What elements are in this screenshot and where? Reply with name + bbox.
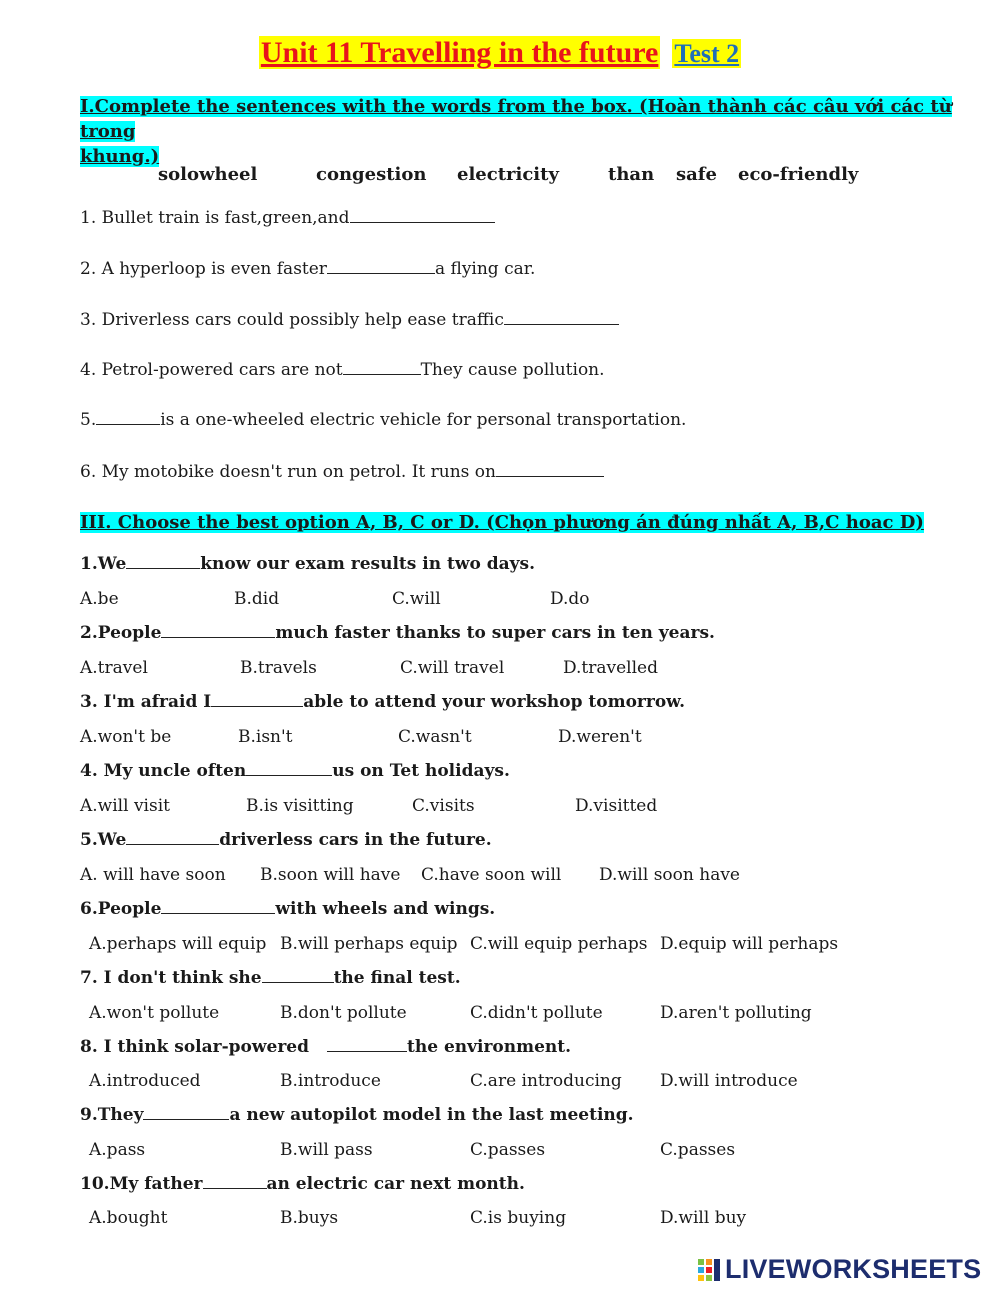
option-d[interactable]: D.will introduce [660, 1071, 798, 1091]
option-c[interactable]: C.will [392, 589, 441, 609]
sentence-text: is a one-wheeled electric vehicle for personal transportation. [160, 410, 687, 430]
option-a[interactable]: A.introduced [89, 1071, 201, 1091]
question [80, 554, 535, 574]
question [80, 692, 685, 712]
question-text: an electric car next month. [266, 1174, 525, 1194]
answer-blank[interactable] [327, 1037, 407, 1052]
question-text: the final test. [333, 968, 461, 988]
answer-blank[interactable] [327, 259, 435, 274]
liveworksheets-icon [697, 1258, 721, 1282]
fill-sentence [80, 410, 686, 430]
question [80, 1105, 634, 1125]
question-text: 9.They [80, 1105, 144, 1125]
question [80, 899, 495, 919]
answer-blank[interactable] [246, 761, 332, 776]
answer-blank[interactable] [126, 554, 200, 569]
option-b[interactable]: B.will perhaps equip [280, 934, 458, 954]
option-c[interactable]: C.visits [412, 796, 475, 816]
option-a[interactable]: A.pass [89, 1140, 146, 1160]
word-box-item: eco-friendly [738, 164, 859, 185]
answer-blank[interactable] [96, 410, 160, 425]
fill-sentence [80, 360, 605, 380]
question-text: 3. I'm afraid I [80, 692, 212, 712]
option-c[interactable]: C.have soon will [421, 865, 562, 885]
option-a[interactable]: A.will visit [80, 796, 170, 816]
question-text: 6.People [80, 899, 162, 919]
answer-blank[interactable] [161, 899, 275, 914]
option-c[interactable]: C.are introducing [470, 1071, 622, 1091]
question-text: a new autopilot model in the last meeting. [229, 1105, 634, 1125]
page-title [0, 36, 1000, 70]
fill-sentence [80, 259, 535, 279]
option-d[interactable]: C.passes [660, 1140, 736, 1160]
option-b[interactable]: B.soon will have [260, 865, 401, 885]
test-label: Test 2 [674, 39, 740, 68]
question-text: the environment. [407, 1037, 572, 1057]
option-d[interactable]: D.weren't [558, 727, 642, 747]
option-b[interactable]: B.isn't [238, 727, 293, 747]
option-b[interactable]: B.will pass [280, 1140, 373, 1160]
option-c[interactable]: C.wasn't [398, 727, 472, 747]
option-c[interactable]: C.will travel [400, 658, 505, 678]
answer-blank[interactable] [262, 968, 334, 983]
liveworksheets-logo [697, 1254, 997, 1286]
word-box-item: solowheel [158, 164, 258, 185]
option-a[interactable]: A.won't be [80, 727, 172, 747]
question-text: driverless cars in the future. [219, 830, 492, 850]
question-text: know our exam results in two days. [200, 554, 536, 574]
question-text: 1.We [80, 554, 127, 574]
option-d[interactable]: D.travelled [563, 658, 659, 678]
fill-sentence [80, 310, 619, 330]
option-d[interactable]: D.aren't polluting [660, 1003, 812, 1023]
option-d[interactable]: D.will soon have [599, 865, 740, 885]
question-text: us on Tet holidays. [332, 761, 510, 781]
answer-blank[interactable] [126, 830, 219, 845]
question-text: 7. I don't think she [80, 968, 262, 988]
word-box-item: congestion [316, 164, 427, 185]
answer-blank[interactable] [504, 310, 619, 325]
question [80, 968, 461, 988]
answer-blank[interactable] [143, 1105, 229, 1120]
section1-heading [80, 94, 1000, 169]
option-d[interactable]: D.will buy [660, 1208, 747, 1228]
option-b[interactable]: B.introduce [280, 1071, 381, 1091]
option-a[interactable]: A. will have soon [80, 865, 226, 885]
sentence-text: 6. My motobike doesn't run on petrol. It runs on [80, 462, 496, 482]
answer-blank[interactable] [203, 1174, 267, 1189]
sentence-text: 2. A hyperloop is even faster [80, 259, 327, 279]
option-b[interactable]: B.is visitting [246, 796, 354, 816]
sentence-text: 4. Petrol-powered cars are not [80, 360, 343, 380]
option-c[interactable]: C.is buying [470, 1208, 567, 1228]
logo-text: LIVEWORKSHEETS [725, 1254, 982, 1284]
option-d[interactable]: D.equip will perhaps [660, 934, 839, 954]
option-c[interactable]: C.passes [470, 1140, 546, 1160]
option-a[interactable]: A.won't pollute [89, 1003, 220, 1023]
question [80, 761, 510, 781]
sentence-text: They cause pollution. [420, 360, 605, 380]
question [80, 1037, 571, 1057]
sentence-text: 5. [80, 410, 97, 430]
answer-blank[interactable] [343, 360, 421, 375]
question-text: 8. I think solar-powered [80, 1037, 309, 1057]
question-text: 5.We [80, 830, 127, 850]
fill-sentence [80, 208, 495, 228]
option-a[interactable]: A.perhaps will equip [89, 934, 267, 954]
word-box-item: than [608, 164, 655, 185]
section3-heading-text: III. Choose the best option A, B, C or D. (Chọn phương án đúng nhất A, B,C hoac D) [80, 512, 924, 533]
word-box-item: safe [676, 164, 717, 185]
question [80, 1174, 525, 1194]
question-text: 10.My father [80, 1174, 203, 1194]
sentence-text: 3. Driverless cars could possibly help ease traffic [80, 310, 504, 330]
question [80, 623, 715, 643]
question-text: 4. My uncle often [80, 761, 247, 781]
option-d[interactable]: D.visitted [575, 796, 658, 816]
answer-blank[interactable] [211, 692, 303, 707]
question-text: with wheels and wings. [275, 899, 496, 919]
word-box-item: electricity [457, 164, 559, 185]
option-b[interactable]: B.did [234, 589, 280, 609]
question-text: much faster thanks to super cars in ten years. [275, 623, 715, 643]
question-text: able to attend your workshop tomorrow. [303, 692, 686, 712]
option-a[interactable]: A.be [80, 589, 119, 609]
option-d[interactable]: D.do [550, 589, 590, 609]
option-c[interactable]: C.didn't pollute [470, 1003, 603, 1023]
question-text: 2.People [80, 623, 162, 643]
option-b[interactable]: B.travels [240, 658, 317, 678]
option-b[interactable]: B.don't pollute [280, 1003, 407, 1023]
fill-sentence [80, 462, 604, 482]
option-c[interactable]: C.will equip perhaps [470, 934, 648, 954]
sentence-text: a flying car. [434, 259, 536, 279]
answer-blank[interactable] [161, 623, 275, 638]
option-a[interactable]: A.travel [80, 658, 148, 678]
section3-heading [80, 510, 924, 535]
option-b[interactable]: B.buys [280, 1208, 339, 1228]
section1-heading-line1: I.Complete the sentences with the words from the box. (Hoàn thành các câu với các từ trong [80, 96, 952, 142]
answer-blank[interactable] [496, 462, 604, 477]
unit-title: Unit 11 Travelling in the future [260, 36, 659, 69]
question [80, 830, 492, 850]
answer-blank[interactable] [350, 208, 495, 223]
option-a[interactable]: A.bought [89, 1208, 168, 1228]
sentence-text: 1. Bullet train is fast,green,and [80, 208, 350, 228]
section1-heading-line2: khung.) [80, 146, 160, 167]
